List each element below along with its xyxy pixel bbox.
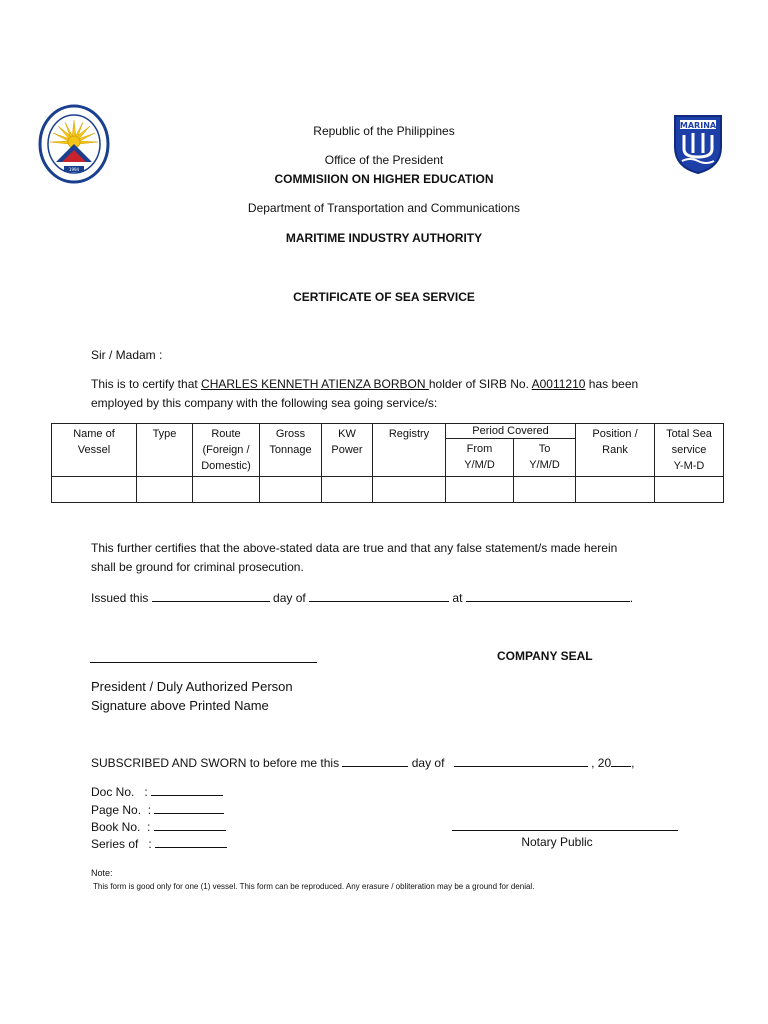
issued-place-field[interactable]: [466, 589, 630, 602]
series-field[interactable]: [155, 835, 227, 848]
notary-signature-line[interactable]: [452, 830, 678, 831]
salutation: Sir / Madam :: [91, 348, 163, 362]
signature-line[interactable]: [90, 662, 317, 663]
certify-suffix: has been: [585, 377, 639, 391]
sea-service-table: [51, 423, 724, 503]
issued-day-field[interactable]: [152, 589, 270, 602]
table-header-row: [52, 424, 724, 439]
cell-kw-power[interactable]: [322, 477, 373, 503]
note-text: This form is good only for one (1) vessel. This form can be reproduced. Any erasure / obliteration may be a ground for denial.: [93, 882, 535, 891]
certify-prefix: This is to certify that: [91, 377, 202, 391]
cell-type[interactable]: [137, 477, 193, 503]
certify-middle: holder of SIRB No.: [428, 377, 532, 391]
header-marina: MARITIME INDUSTRY AUTHORITY: [285, 231, 483, 245]
cell-route[interactable]: [193, 477, 260, 503]
doc-no-label: Doc No. :: [91, 783, 223, 799]
table-row: [52, 477, 724, 503]
series-label: Series of :: [91, 835, 227, 851]
sworn-month-field[interactable]: [454, 754, 588, 767]
header-office: Office of the President: [324, 153, 444, 167]
cell-gross-tonnage[interactable]: [260, 477, 322, 503]
col-route: Route (Foreign / Domestic): [193, 424, 260, 477]
signature-caption: Signature above Printed Name: [91, 698, 269, 713]
marina-text: MARINA: [679, 121, 717, 130]
cell-from[interactable]: [446, 477, 514, 503]
page-no-label: Page No. :: [91, 801, 224, 817]
doc-no-field[interactable]: [151, 783, 223, 796]
cell-vessel[interactable]: [52, 477, 137, 503]
col-registry: Registry: [373, 424, 446, 477]
seafarer-name: CHARLES KENNETH ATIENZA BORBON: [201, 377, 429, 391]
cell-total[interactable]: [655, 477, 724, 503]
book-no-field[interactable]: [154, 818, 226, 831]
issued-line: Issued this day of at .: [91, 591, 634, 605]
header-dotc: Department of Transportation and Communications: [247, 201, 521, 215]
col-from: From Y/M/D: [446, 439, 514, 477]
page-title: CERTIFICATE OF SEA SERVICE: [293, 290, 475, 304]
col-kw-power: KW Power: [322, 424, 373, 477]
col-gross-tonnage: Gross Tonnage: [260, 424, 322, 477]
cell-to[interactable]: [514, 477, 576, 503]
col-type: Type: [137, 424, 193, 477]
company-seal: COMPANY SEAL: [497, 649, 593, 663]
cell-registry[interactable]: [373, 477, 446, 503]
issued-month-field[interactable]: [309, 589, 449, 602]
certify-line-2: employed by this company with the following sea going service/s:: [91, 396, 438, 410]
cell-position[interactable]: [576, 477, 655, 503]
col-total-sea-service: Total Sea service Y-M-D: [655, 424, 724, 477]
signatory-title: President / Duly Authorized Person: [91, 679, 293, 694]
page-no-field[interactable]: [154, 801, 224, 814]
header-ched: COMMISIION ON HIGHER EDUCATION: [274, 172, 494, 186]
further-line-1: This further certifies that the above-stated data are true and that any false statement/s made herein: [91, 541, 618, 555]
col-to: To Y/M/D: [514, 439, 576, 477]
col-period-covered: Period Covered: [446, 424, 576, 439]
col-vessel: Name of Vessel: [52, 424, 137, 477]
sworn-year-field[interactable]: [611, 754, 631, 767]
certify-line: [91, 377, 638, 391]
note-label: Note:: [91, 868, 113, 878]
col-position: Position / Rank: [576, 424, 655, 477]
notary-public: Notary Public: [521, 835, 593, 849]
sworn-line: SUBSCRIBED AND SWORN to before me this day of , 20 ,: [91, 756, 635, 770]
sirb-number: A0011210: [531, 377, 586, 391]
sworn-day-field[interactable]: [342, 754, 408, 767]
ched-year: 1994: [68, 167, 80, 172]
header-republic: Republic of the Philippines: [313, 124, 455, 138]
further-line-2: shall be ground for criminal prosecution.: [91, 560, 304, 574]
book-no-label: Book No. :: [91, 818, 226, 834]
